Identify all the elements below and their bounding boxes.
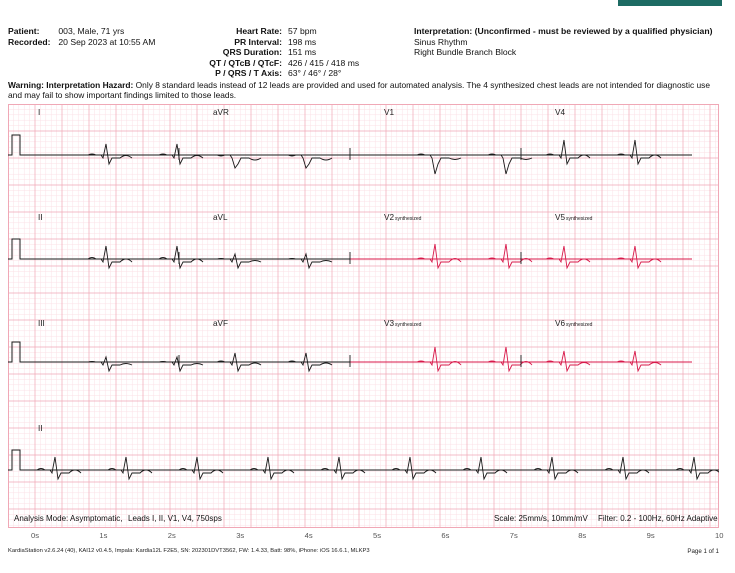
heart-rate-value: 57 bpm	[288, 26, 317, 36]
time-tick: 4s	[304, 531, 313, 540]
accent-bar	[618, 0, 722, 6]
pr-interval-value: 198 ms	[288, 36, 317, 47]
lead-label-i: I	[38, 108, 41, 117]
interpretation	[414, 26, 712, 58]
measurements	[186, 26, 359, 79]
synthesized-note: synthesized	[566, 216, 593, 222]
analysis-mode: Analysis Mode: Asymptomatic,	[14, 514, 123, 523]
time-tick: 10	[715, 531, 724, 540]
lead-label-avr: aVR	[213, 108, 229, 117]
patient-label: Patient:	[8, 26, 40, 36]
qrs-duration-label: QRS Duration:	[222, 47, 282, 58]
time-tick: 6s	[441, 531, 450, 540]
page-number: Page 1 of 1	[687, 548, 719, 555]
leads-info: Leads I, II, V1, V4, 750sps	[128, 514, 222, 523]
lead-label-iii: III	[38, 319, 45, 328]
heart-rate-label: Heart Rate:	[236, 26, 282, 36]
qrs-duration-value: 151 ms	[288, 47, 317, 58]
bottom-info	[8, 512, 718, 526]
time-tick: 9s	[646, 531, 655, 540]
lead-label-v3: V3	[384, 319, 395, 328]
lead-label-avf: aVF	[213, 319, 229, 328]
synthesized-note: synthesized	[395, 216, 422, 222]
scale-info: Scale: 25mm/s, 10mm/mV	[494, 514, 588, 523]
axis-value: 63° / 46° / 28°	[288, 68, 342, 79]
lead-label-v4: V4	[555, 108, 566, 117]
interpretation-line: Sinus Rhythm	[414, 36, 468, 47]
time-tick: 3s	[236, 531, 245, 540]
lead-label-v5: V5	[555, 213, 566, 222]
lead-label-v2: V2	[384, 213, 395, 222]
patient-value: 003, Male, 71 yrs	[58, 26, 125, 36]
qt-label: QT / QTcB / QTcF:	[209, 57, 282, 68]
ecg-grid	[8, 104, 719, 528]
axis-label: P / QRS / T Axis:	[215, 68, 282, 79]
filter-info: Filter: 0.2 - 100Hz, 60Hz Adaptive	[598, 514, 718, 523]
warning-text	[8, 80, 726, 100]
lead-label-avl: aVL	[213, 213, 228, 222]
time-tick: 2s	[167, 531, 176, 540]
patient-info	[8, 26, 155, 47]
pr-interval-label: PR Interval:	[234, 36, 282, 47]
time-tick: 7s	[509, 531, 518, 540]
recorded-label: Recorded:	[8, 36, 51, 47]
synthesized-note: synthesized	[566, 322, 593, 328]
time-tick: 8s	[578, 531, 587, 540]
warning-label: Warning: Interpretation Hazard:	[8, 80, 134, 90]
time-tick: 0s	[31, 531, 40, 540]
warning-body: Only 8 standard leads instead of 12 leads are provided and used for automated analysis. The 4 synthesized chest leads are not intended for diagnostic use and may fail to show important findings limited to those leads.	[8, 80, 711, 100]
grid-background	[8, 104, 719, 528]
time-tick: 1s	[99, 531, 108, 540]
lead-label-ii-rhythm: II	[38, 424, 43, 433]
lead-label-ii: II	[38, 213, 43, 222]
device-footer: KardiaStation v2.6.24 (40), KAI12 v0.4.5, Impala: Kardia12L F2E5, SN: 202301DVT3562, FW: 1.4.33, Batt: 98%, iPhone: iOS 16.6.1, MLKP3	[8, 548, 370, 554]
recorded-value: 20 Sep 2023 at 10:55 AM	[58, 36, 156, 47]
qt-value: 426 / 415 / 418 ms	[288, 57, 360, 68]
time-tick: 5s	[373, 531, 382, 540]
lead-label-v1: V1	[384, 108, 395, 117]
synthesized-note: synthesized	[395, 322, 422, 328]
interpretation-line: Right Bundle Branch Block	[414, 47, 517, 58]
lead-label-v6: V6	[555, 319, 566, 328]
interpretation-title: Interpretation: (Unconfirmed - must be reviewed by a qualified physician)	[414, 26, 713, 36]
